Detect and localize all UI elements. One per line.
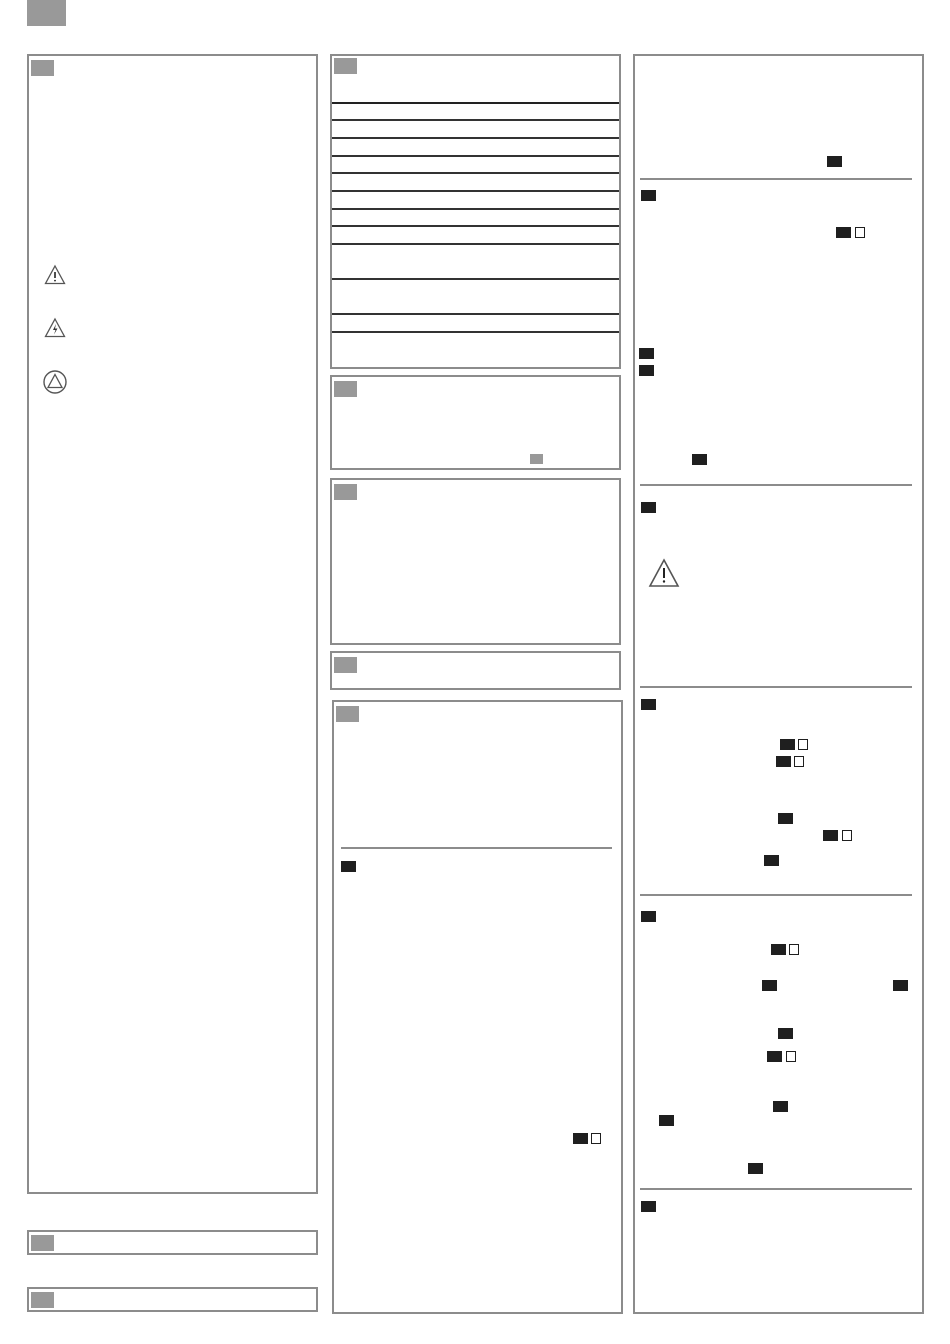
reference-box <box>591 1133 601 1144</box>
divider <box>640 894 912 896</box>
reference-marker <box>780 739 795 750</box>
section-panel-middle-3 <box>330 478 621 645</box>
reference-box <box>786 1051 796 1062</box>
divider <box>640 686 912 688</box>
section-tab <box>334 657 357 673</box>
reference-marker <box>639 348 654 359</box>
divider <box>341 847 612 849</box>
reference-marker <box>827 156 842 167</box>
table-row-rule <box>332 155 619 157</box>
table-row-rule <box>332 190 619 192</box>
table-row-rule <box>332 137 619 139</box>
table-row-rule <box>332 119 619 121</box>
section-panel-small-2 <box>27 1287 318 1312</box>
section-tab <box>334 484 357 500</box>
table-row-rule <box>332 225 619 227</box>
table-header-rule <box>332 102 619 104</box>
section-tab <box>31 1292 54 1308</box>
reference-box <box>855 227 865 238</box>
reference-marker <box>893 980 908 991</box>
section-panel-right <box>633 54 924 1314</box>
reference-marker <box>641 190 656 201</box>
reference-marker <box>776 756 791 767</box>
reference-marker <box>641 502 656 513</box>
reference-marker <box>748 1163 763 1174</box>
table-row-rule <box>332 331 619 333</box>
page-corner-tab <box>27 0 66 26</box>
reference-marker <box>573 1133 588 1144</box>
reference-marker <box>692 454 707 465</box>
reference-marker-light <box>530 454 543 464</box>
reference-marker <box>341 861 356 872</box>
warning-triangle-icon <box>648 557 680 589</box>
table-row-rule <box>332 313 619 315</box>
reference-marker <box>771 944 786 955</box>
table-row-rule <box>332 172 619 174</box>
table-row-rule <box>332 208 619 210</box>
reference-marker <box>778 1028 793 1039</box>
reference-marker <box>639 365 654 376</box>
electrical-hazard-icon <box>44 317 66 339</box>
divider <box>640 178 912 180</box>
reference-box <box>842 830 852 841</box>
reference-box <box>794 756 804 767</box>
table-row-rule <box>332 243 619 245</box>
divider <box>640 1188 912 1190</box>
reference-marker <box>659 1115 674 1126</box>
reference-box <box>798 739 808 750</box>
reference-marker <box>641 699 656 710</box>
section-panel-middle-4 <box>330 651 621 690</box>
section-tab <box>334 381 357 397</box>
section-tab <box>334 58 357 74</box>
reference-marker <box>778 813 793 824</box>
reference-marker <box>764 855 779 866</box>
section-safety-panel <box>27 54 318 1194</box>
section-tab <box>31 60 54 76</box>
section-panel-middle-5 <box>332 700 623 1314</box>
table-row-rule <box>332 278 619 280</box>
section-panel-small-1 <box>27 1230 318 1255</box>
reference-box <box>789 944 799 955</box>
reference-marker <box>836 227 851 238</box>
section-tab <box>31 1235 54 1251</box>
warning-triangle-icon <box>44 264 66 286</box>
caution-circle-icon <box>42 369 68 395</box>
section-panel-middle-2 <box>330 375 621 470</box>
reference-marker <box>773 1101 788 1112</box>
reference-marker <box>641 911 656 922</box>
reference-marker <box>823 830 838 841</box>
reference-marker <box>762 980 777 991</box>
reference-marker <box>767 1051 782 1062</box>
section-tab <box>336 706 359 722</box>
reference-marker <box>641 1201 656 1212</box>
divider <box>640 484 912 486</box>
